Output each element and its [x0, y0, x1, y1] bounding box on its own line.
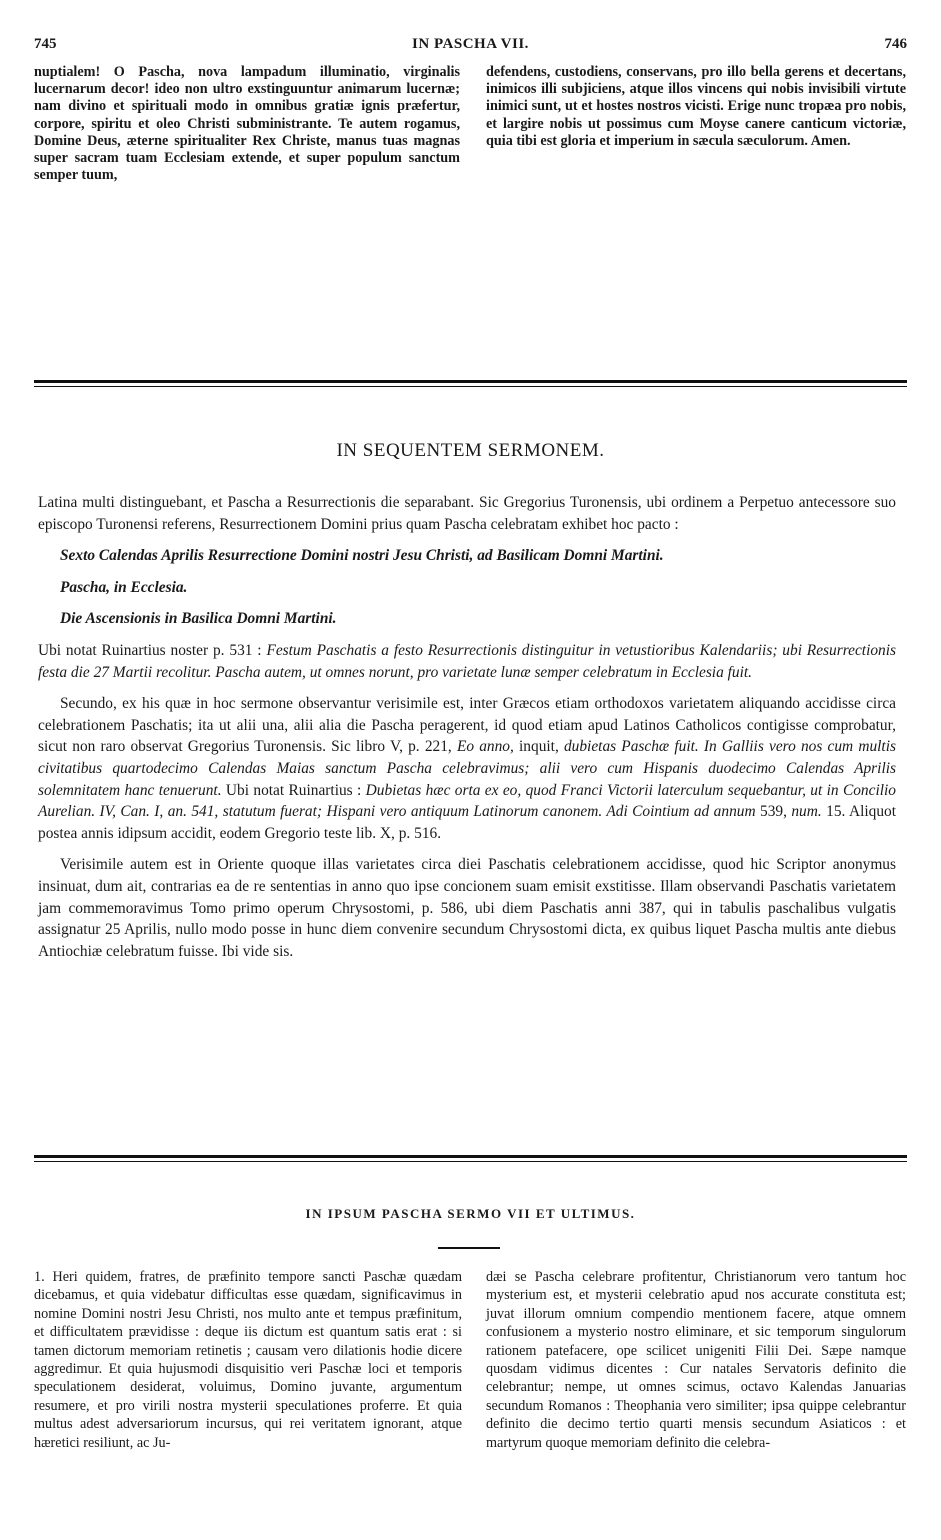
sermon-title: IN IPSUM PASCHA SERMO VII ET ULTIMUS. [305, 1206, 636, 1221]
title-underline [438, 1247, 500, 1249]
top-two-columns [34, 64, 907, 224]
editor-notes [38, 492, 896, 972]
sermon-divider-thick [34, 1155, 907, 1158]
p3-text-g: 539, [755, 803, 792, 821]
sermon-divider-thin [34, 1161, 907, 1162]
notes-paragraph-1: Latina multi distinguebant, et Pascha a Resurrectionis die separabant. Sic Gregorius Turonensis, ubi ordinem a Perpetuo antecessore suo episcopo Turonensi referens, Resurrectionem Domini prius quam Pascha celebratam exhibet hoc pacto : [38, 494, 896, 533]
top-right-column: defendens, custodiens, conservans, pro illo bella gerens et decertans, inimicos illi subjiciens, atque illos vincens qui nobis invisibili virtute inimici sunt, ut et hostes nostros vicisti. Erige nunc tropæa pro nobis, et largire nobis ut possimus cum Moyse canere canticum victoriæ, quia tibi est gloria et imperium in sæcula sæculorum. Amen. [486, 64, 906, 149]
notes-paragraph-3 [38, 693, 896, 844]
running-head [34, 36, 907, 58]
p2-quote: Festum Paschatis a festo Resurrectionis distinguitur in vetustioribus Kalendariis; ubi Resurrectionis festa die 27 Martii recolitur. Pascha autem, ut omnes norunt, pro varietate lunæ semper celebratum in Ecclesia fuit. [38, 641, 897, 681]
section-divider-thick [34, 380, 907, 383]
top-left-column: nuptialem! O Pascha, nova lampadum illuminatio, virginalis lucernarum decor! ideo non ultro exstinguuntur animarum lucernæ; nam divino et spirituali modo in omnibus gratiæ ignis præfertur, corpore, spiritu et oleo Christi subministrante. Te autem rogamus, Domine Deus, æterne spiritualiter Rex Christe, manus tuas magnas super sacram tuam Ecclesiam extende, et super populum sanctum semper tuum, [34, 64, 460, 184]
p3-italic-f: Dubietas hæc orta ex eo, quod Franci Victorii laterculum sequebantur, ut in Concilio Aurelian. IV, Can. I, an. 541, statutum fuerat; Hispani vero antiquum Latinorum canonem. Adi Cointium ad annum [38, 781, 896, 821]
p2-text: Ubi notat Ruinartius noster p. 531 : [38, 641, 267, 659]
right-page-number: 746 [884, 36, 907, 52]
sermon-two-columns [34, 1268, 907, 1528]
p3-italic-d: dubietas Paschæ fuit. In Galliis vero nos cum multis civitatibus quartodecimo Calendas Maias sanctum Pascha celebravimus; alii vero cum Hispanis duodecimo Calendas Aprilis solemnitatem hanc tenuerunt. [38, 738, 896, 799]
sermon-right-column: dæi se Pascha celebrare profitentur, Christianorum vero tantum hoc mysterium est, et mysterii celebratio apud nos accurate constituta est; juvat illorum omnium compendio mentionem facere, atque omnem confusionem a mysterio nostro eliminare, et sic temporum singulorum rationem patefacere, ope scilicet unigeniti Filii Dei. Sæpe namque quosdam vidimus dicentes : Cur natales Servatoris definito die celebrantur; nempe, ut omnes scimus, octavo Kalendas Januarias secundum Romanos : Theophania vero similiter; ipsa quippe celebrantur definito die decimo tertio quarti mensis secundum Asiaticos : et martyrum quoque memoriam definito die celebra- [486, 1269, 906, 1451]
p3-italic-h: num. [791, 803, 822, 821]
quote-line-2: Pascha, in Ecclesia. [60, 578, 188, 596]
p3-text-i: 15. Aliquot postea annis idipsum accidit, eodem Gregorio teste lib. X, p. 516. [38, 803, 896, 842]
notes-paragraph-4: Verisimile autem est in Oriente quoque illas varietates circa diei Paschatis celebrationem accidisse, quod hic Scriptor anonymus insinuat, dum ait, contrarias ea de re sententias in anno quo ipse concionem suam emisit exstitisse. Illam observandi Paschatis varietatem jam commemoravimus Tomo primo operum Chrysostomi, p. 586, ubi diem Paschatis anni 387, qui in tabulis paschalibus vulgatis assignatur 25 Aprilis, nullo modo posse in hunc diem convenire secundum Chrysostomi dicta, ex quibus liquet Pascha multis ante diebus Antiochiæ celebratum fuisse. Ibi vide sis. [38, 856, 896, 960]
p3-italic-b: Eo anno, [456, 738, 514, 756]
p3-text-e: Ubi notat Ruinartius : [221, 781, 366, 799]
quote-line-3: Die Ascensionis in Basilica Domni Martini. [60, 610, 337, 628]
running-title: IN PASCHA VII. [412, 36, 529, 52]
notes-paragraph-2 [38, 640, 896, 683]
section-title: IN SEQUENTEM SERMONEM. [336, 440, 605, 461]
p3-text-c: inquit, [513, 738, 564, 756]
sermon-left-column: 1. Heri quidem, fratres, de præfinito tempore sancti Paschæ quædam dicebamus, et quia videbatur difficultas esse quædam, significavimus in nomine Domini nostri Jesu Christi, nos multo ante et tempus præfinitum, et difficultatem prævidisse : deque iis dictum est quantum satis erat : si tamen dictorum memoriam retinetis ; causam vero dilationis hodie dicere aggredimur. Et quia hujusmodi disquisitio veri Paschæ loci et temporis speculationem desiderat, voluimus, Domino juvante, argumentum resumere, et pro virili nostra mysterii speculationes proferre. Et quia multus adest adversariorum incursus, qui rei veritatem ignorant, atque hæretici resiliunt, ac Ju- [34, 1269, 462, 1451]
left-page-number: 745 [34, 36, 57, 52]
quote-line-1: Sexto Calendas Aprilis Resurrectione Domini nostri Jesu Christi, ad Basilicam Domni Martini. [60, 547, 664, 565]
section-divider-thin [34, 386, 907, 387]
p3-text-a: Secundo, ex his quæ in hoc sermone observantur verisimile est, inter Græcos etiam orthodoxos varietatem aliquando accidisse circa celebrationem Paschatis; ita ut alii una, alii alia die Pascha peragerent, id quod etiam apud Latinos Catholicos contigisse comprobatur, sicut non raro observat Gregorius Turonensis. Sic libro V, p. 221, [38, 695, 896, 756]
